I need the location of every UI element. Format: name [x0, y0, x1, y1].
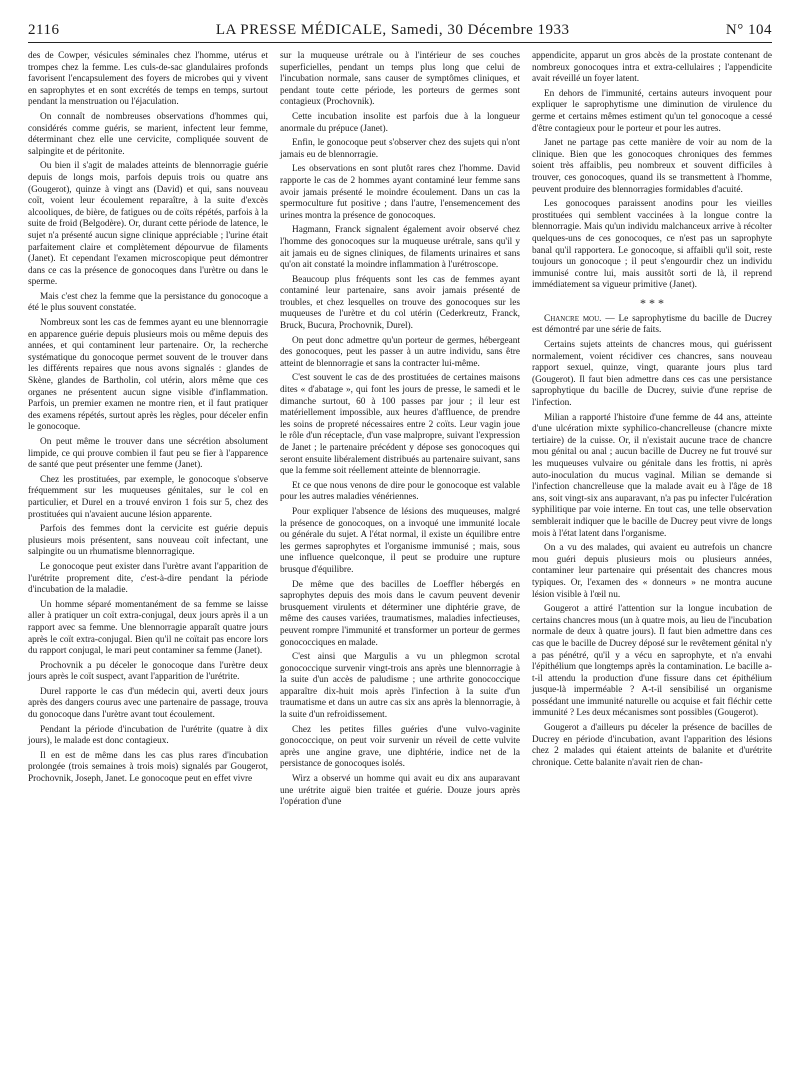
section-heading: Chancre mou.	[544, 313, 602, 324]
paragraph: Beaucoup plus fréquents sont les cas de femmes ayant contaminé leur partenaire, sans avoir jamais présenté de troubles, et chez lesquelles on trouve des gonocoques sur les muqueuses de l'urètre et du col utérin (Cederkreutz, Franck, Bruck, Bucura, Prochovnik, Durel).	[280, 274, 520, 332]
paragraph: Cette incubation insolite est parfois due à la longueur anormale du prépuce (Janet).	[280, 111, 520, 134]
paragraph: Wirz a observé un homme qui avait eu dix ans auparavant une urétrite aiguë bien traitée et guérie. Douze jours après l'opération d'une	[280, 774, 520, 808]
paragraph: appendicite, apparut un gros abcès de la prostate contenant de nombreux gonocoques intra et extra-cellulaires ; l'appendicite avait réveillé un foyer latent.	[532, 51, 772, 85]
paragraph: Les observations en sont plutôt rares chez l'homme. David rapporte le cas de 2 hommes ayant contaminé leur femme sans avoir jamais présenté le moindre écoulement. Dans un cas la spermoculture fut positive ; dans l'autre, l'ensemencement des urines montra la présence de gonocoques.	[280, 164, 520, 221]
paragraph: Et ce que nous venons de dire pour le gonocoque est valable pour les autres maladies vénériennes.	[280, 480, 520, 503]
issue-number: N° 104	[725, 22, 772, 38]
paragraph: Un homme séparé momentanément de sa femme se laisse aller à pratiquer un coït extra-conjugal, deux jours après il a un rapport avec sa femme. Une blennorragie apparaît quatre jours après le coït extra-conjugal. Bien qu'il ne coïtait pas encore lors du rapport conjugal, le mari peut contaminer sa femme (Janet).	[28, 599, 268, 657]
paragraph: Il en est de même dans les cas plus rares d'incubation prolongée (trois semaines à trois mois) signalés par Gougerot, Prochovnik, Joseph, Janet. Le gonocoque peut en effet vivre	[28, 750, 268, 785]
paragraph: Pendant la période d'incubation de l'urétrite (quatre à dix jours), le malade est donc contagieux.	[28, 724, 268, 747]
paragraph: Janet ne partage pas cette manière de voir au nom de la clinique. Bien que les gonocoques chroniques des femmes soient très affaiblis, peu nombreux et souvent difficiles à trouver, ces gonocoques, quand ils se transmettent à l'homme, peuvent produire des blennorragies formidables d'acuité.	[532, 138, 772, 195]
column-middle	[280, 51, 520, 812]
paragraph: On connaît de nombreuses observations d'hommes qui, considérés comme guéris, se marient, infectent leur femme, déterminant chez elle une cervicite, compliquée souvent de salpingite et de péritonite.	[28, 111, 268, 157]
paragraph: Milian a rapporté l'histoire d'une femme de 44 ans, atteinte d'une ulcération mixte syphilico-chancrelleuse (chancre mixte tertiaire) de la cuisse. Or, il n'existait aucune trace de chancre mou génital ou anal ; aucun bacille de Ducrey ne fut trouvé sur les muqueuses vulvaire ou génitale dans les frottis, ni après auto-inoculation du mucus vaginal. Milian se demande si l'infection chancrelleuse que la malade avait eu à l'âge de 18 ans, soit vingt-six ans auparavant, n'a pas pu infecter l'ulcération syphilitique par voie interne. En tout cas, une telle observation semblerait indiquer que le bacille de Ducrey peut vivre de longs mois à l'état latent dans l'organisme.	[532, 412, 772, 539]
paragraph: On peut même le trouver dans une sécrétion absolument limpide, ce qui prouve combien il faut peu se fier à l'apparence de santé que peut présenter une femme (Janet).	[28, 437, 268, 471]
column-left	[28, 51, 268, 812]
paragraph: Les gonocoques paraissent anodins pour les vieilles prostituées qui semblent vaccinées à la longue contre la blennorragie. Mais qu'un individu malchanceux arrive à récolter quelques-uns de ces gonocoques, ce n'est pas un saprophyte banal qu'il rapportera. Le gonocoque, si affaibli qu'il soit, reste toujours un gonocoque ; il peut s'engourdir chez un individu immunisé contre lui, mais aussitôt sorti de là, il reprend immédiatement sa vigueur primitive (Janet).	[532, 199, 772, 291]
section-lead	[532, 314, 772, 337]
paragraph: Durel rapporte le cas d'un médecin qui, averti deux jours après des dangers courus avec une partenaire de passage, trouva du gonocoque dans l'urètre avant tout écoulement.	[28, 686, 268, 721]
paragraph: Enfin, le gonocoque peut s'observer chez des sujets qui n'ont jamais eu de blennorragie.	[280, 138, 520, 160]
paragraph: On a vu des malades, qui avaient eu autrefois un chancre mou guéri depuis plusieurs mois ou plusieurs années, contaminer leur partenaire qui présentait des chancres mous typiques. Or, l'examen des « donneurs » ne montra aucune lésion visible à l'œil nu.	[532, 543, 772, 600]
paragraph: des de Cowper, vésicules séminales chez l'homme, utérus et trompes chez la femme. Les culs-de-sac glandulaires profonds favorisent l'encapsulement des foyers de microbes qui y vivent en saprophytes et en sont excrétés de temps en temps, surtout pendant la menstruation ou l'éjaculation.	[28, 51, 268, 108]
section-separator: * * *	[640, 295, 664, 310]
paragraph: Hagmann, Franck signalent également avoir observé chez l'homme des gonocoques sur la muqueuse urétrale, sans qu'il y ait jamais eu de signes cliniques, de filaments urinaires et sans qu'on ait constaté la moindre inflammation à l'urétroscope.	[280, 225, 520, 271]
paragraph: De même que des bacilles de Loeffler hébergés en saprophytes depuis des mois dans le cavum peuvent devenir brusquement virulents et déterminer une diphtérie grave, de même des causes variées, traumatismes, maladies infectieuses, peuvent rompre l'immunité et transformer un porteur de germes gonococciques en malade.	[280, 579, 520, 648]
paragraph: sur la muqueuse urétrale ou à l'intérieur de ses couches superficielles, pendant un temps plus long que celui de l'incubation normale, sans causer de symptômes cliniques, et pendant toute cette période, les porteurs de germes sont contagieux (Prochovnik).	[280, 51, 520, 108]
paragraph: Le gonocoque peut exister dans l'urètre avant l'apparition de l'urétrite proprement dite, c'est-à-dire pendant la période d'incubation de la maladie.	[28, 561, 268, 596]
paragraph: Chez les prostituées, par exemple, le gonocoque s'observe fréquemment sur les muqueuses génitales, sur le col en particulier, et Durel en a trouvé environ 1 fois sur 5, chez des prostituées qui n'avaient aucune lésion apparente.	[28, 474, 268, 520]
section-lead-text: — Le saprophytisme du bacille de Ducrey est démontré par une série de faits.	[532, 313, 773, 336]
paragraph: Mais c'est chez la femme que la persistance du gonocoque a été le plus souvent constatée.	[28, 291, 268, 314]
journal-title: LA PRESSE MÉDICALE, Samedi, 30 Décembre 1933	[215, 22, 570, 38]
paragraph: Gougerot a d'ailleurs pu déceler la présence de bacilles de Ducrey en période d'incubation, avant l'apparition des lésions chez 2 malades qui étaient atteints de balanite et d'urétrite chronique. Cette balanite n'avait rien de chan-	[532, 723, 772, 768]
paragraph: Parfois des femmes dont la cervicite est guérie depuis plusieurs mois présentent, sans nouveau coït infectant, une salpingite ou un rhumatisme blennorragique.	[28, 524, 268, 558]
paragraph: En dehors de l'immunité, certains auteurs invoquent pour expliquer le saprophytisme une diminution de virulence du germe et certains mêmes estiment qu'un tel gonocoque a cessé d'être contagieux pour le porteur et pour les autres.	[532, 88, 772, 134]
paragraph: C'est ainsi que Margulis a vu un phlegmon scrotal gonococcique survenir vingt-trois ans après une blennorragie à la suite d'un accès de paludisme ; une arthrite gonococcique apparaître dix-huit mois après l'infection à la suite d'un traumatisme et dans un autre cas six ans après la blennorragie, à la suite d'un refroidissement.	[280, 652, 520, 721]
page-number: 2116	[28, 22, 60, 38]
paragraph: Gougerot a attiré l'attention sur la longue incubation de certains chancres mous (un à quatre mois, au lieu de l'incubation normale de deux à quatre jours). Il faut bien admettre dans ces cas que le bacille de Ducrey déposé sur le revêtement génital n'y a pas pénétré, qu'il y a vécu en saprophyte, et n'a envahi l'épithélium que longtemps après la contamination. Le bacille a-t-il attendu la production d'une fissure dans cet épithélium jusque-là imperméable ? A-t-il sensibilisé un organisme possédant une immunité naturelle ou acquise et fait fléchir cette immunité ? Les deux mécanismes sont possibles (Gougerot).	[532, 604, 772, 719]
paragraph: Prochovnik a pu déceler le gonocoque dans l'urètre deux jours après le coït suspect, avant l'apparition de l'urétrite.	[28, 660, 268, 683]
page-header	[28, 22, 772, 43]
paragraph: Nombreux sont les cas de femmes ayant eu une blennorragie en apparence guérie depuis plusieurs mois ou même depuis des années, et qui contaminent leur partenaire. Or, la recherche systématique du gonocoque permet souvent de le trouver dans les différents repaires que nous avons signalés : glandes de Skène, glandes de Bartholin, col utérin, alors même que ces organes ne présentent aucun signe visible d'inflammation. Parfois, un premier examen ne montre rien, et il faut pratiquer des examens répétés, surtout après les règles, pour déceler enfin le gonocoque.	[28, 318, 268, 433]
paragraph: C'est souvent le cas de des prostituées de certaines maisons dites « d'abatage », qui font les jours de presse, le samedi et le dimanche surtout, 60 à 100 passes par jour ; il leur est matériellement impossible, aux heures d'affluence, de prendre les soins de propreté nécessaires entre 2 coïts. Leur vagin joue le rôle d'un réceptacle, d'un vase malpropre, suivant l'expression de Janet ; le partenaire précédent y dépose ses gonocoques qui seront ensuite libéralement distribués au partenaire suivant, sans que la femme soit réellement atteinte de blennorragie.	[280, 373, 520, 477]
paragraph: Ou bien il s'agit de malades atteints de blennorragie guérie depuis de longs mois, parfois depuis trois ou quatre ans (Gougerot), quinze à vingt ans (David) et qui, sans nouveau coït, voient leur écoulement reparaître, à la suite d'excès alcooliques, de bière, de fatigues ou de coïts répétés, parfois à la suite de froid (Belgodère). Or, durant cette période de latence, le sujet n'a présenté aucun signe clinique appréciable ; l'urine était parfaitement claire et complètement dépourvue de filaments (Janet). Et cependant l'examen microscopique peut démontrer dans ce cas la présence de gonocoques dans l'urètre ou dans le sperme.	[28, 161, 268, 288]
paragraph: Chez les petites filles guéries d'une vulvo-vaginite gonococcique, on peut voir survenir un réveil de cette vulvite après une angine grave, une diphtérie, indice net de la persistance de gonocoques isolés.	[280, 724, 520, 770]
paragraph: Pour expliquer l'absence de lésions des muqueuses, malgré la présence de gonocoques, on a invoqué une immunité locale ou générale du sujet. A l'état normal, il existe un équilibre entre les germes saprophytes et l'organisme immunisé ; mais, sous une influence quelconque, il peut se produire une rupture brusque d'équilibre.	[280, 506, 520, 575]
paragraph: On peut donc admettre qu'un porteur de germes, hébergeant des gonocoques, peut les passer à un autre individu, sans être atteint de blennorragie et sans la contracter lui-même.	[280, 335, 520, 369]
column-right	[532, 51, 772, 812]
paragraph: Certains sujets atteints de chancres mous, qui guérissent normalement, voient récidiver ces chancres, sans nouveau rapport sexuel, quinze, vingt, quarante jours plus tard (Gougerot). Il faut bien admettre dans ces cas une persistance saprophytique du bacille de Ducrey, suivie d'une reprise de l'infection.	[532, 340, 772, 409]
text-columns	[28, 51, 772, 812]
